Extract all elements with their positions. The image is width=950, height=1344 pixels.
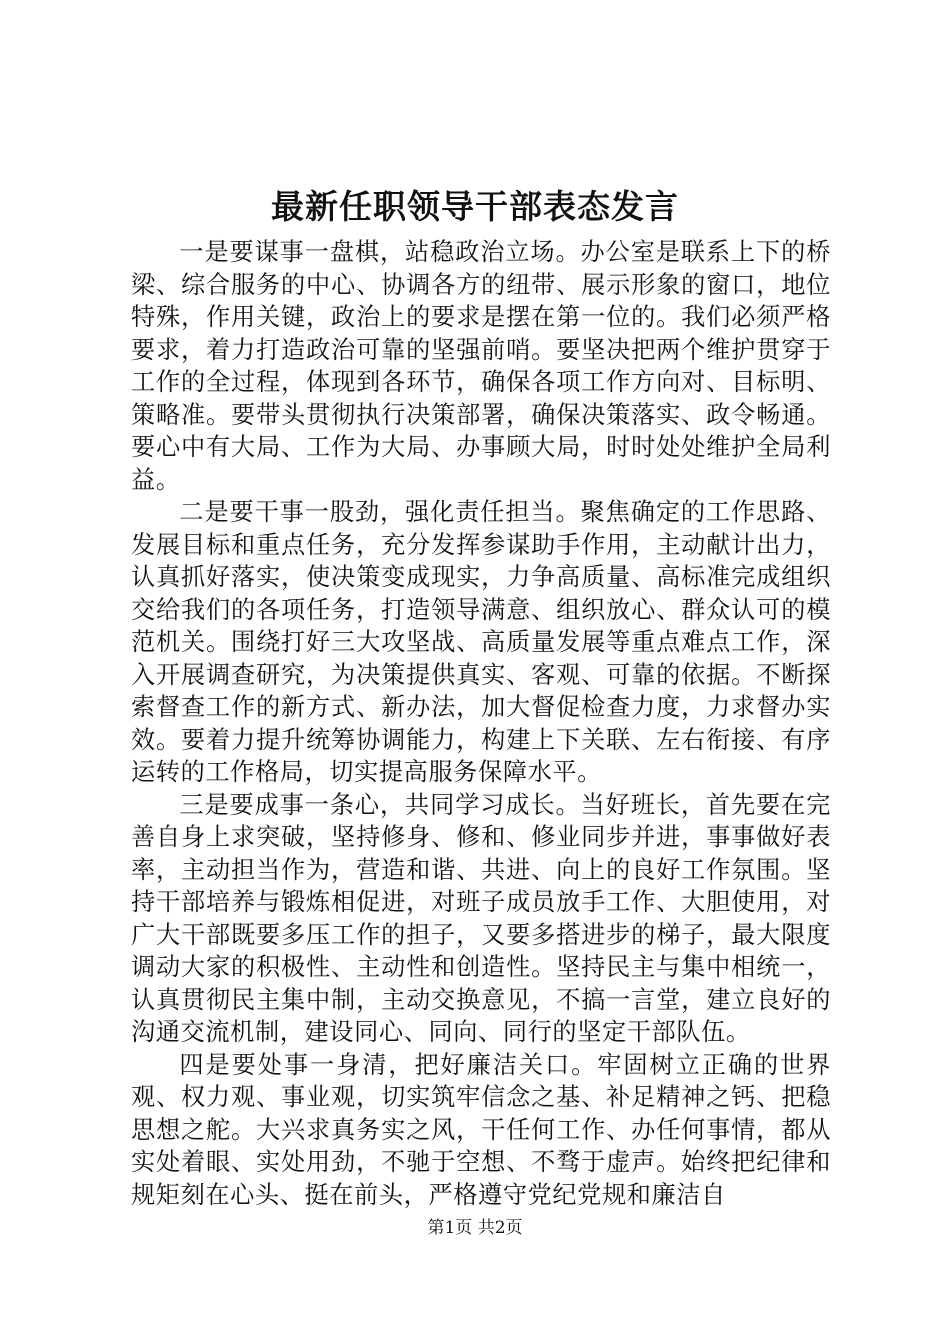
paragraph-3: 三是要成事一条心，共同学习成长。当好班长，首先要在完善自身上求突破，坚持修身、修和、修业同步并进，事事做好表率，主动担当作为，营造和谐、共进、向上的良好工作氛围。坚持干部培养与锻炼相促进，对班子成员放手工作、大胆使用，对广大干部既要多压工作的担子，又要多搭进步的梯子，最大限度调动大家的积极性、主动性和创造性。坚持民主与集中相统一，认真贯彻民主集中制，主动交换意见，不搞一言堂，建立良好的沟通交流机制，建设同心、同向、同行的坚定干部队伍。: [131, 790, 831, 1046]
document-title: 最新任职领导干部表态发言: [271, 187, 679, 226]
page-footer: [0, 1216, 950, 1240]
paragraph-4: 四是要处事一身清，把好廉洁关口。牢固树立正确的世界观、权力观、事业观，切实筑牢信念之基、补足精神之钙、把稳思想之舵。大兴求真务实之风，干任何工作、办任何事情，都从实处着眼、实处用劲，不驰于空想、不骛于虚声。始终把纪律和规矩刻在心头、挺在前头，严格遵守党纪党规和廉洁自: [131, 1050, 831, 1209]
paragraph-1: 一是要谋事一盘棋，站稳政治立场。办公室是联系上下的桥梁、综合服务的中心、协调各方的纽带、展示形象的窗口，地位特殊，作用关键，政治上的要求是摆在第一位的。我们必须严格要求，着力打造政治可靠的坚强前哨。要坚决把两个维护贯穿于工作的全过程，体现到各环节，确保各项工作方向对、目标明、策略准。要带头贯彻执行决策部署，确保决策落实、政令畅通。要心中有大局、工作为大局、办事顾大局，时时处处维护全局利益。: [131, 238, 831, 494]
paragraph-2: 二是要干事一股劲，强化责任担当。聚焦确定的工作思路、发展目标和重点任务，充分发挥参谋助手作用，主动献计出力，认真抓好落实，使决策变成现实，力争高质量、高标准完成组织交给我们的各项任务，打造领导满意、组织放心、群众认可的模范机关。围绕打好三大攻坚战、高质量发展等重点难点工作，深入开展调查研究，为决策提供真实、客观、可靠的依据。不断探索督查工作的新方式、新办法，加大督促检查力度，力求督办实效。要着力提升统筹协调能力，构建上下关联、左右衔接、有序运转的工作格局，切实提高服务保障水平。: [131, 498, 831, 786]
page-number: 第1页 共2页: [427, 1218, 523, 1238]
document-body: [131, 236, 831, 1211]
